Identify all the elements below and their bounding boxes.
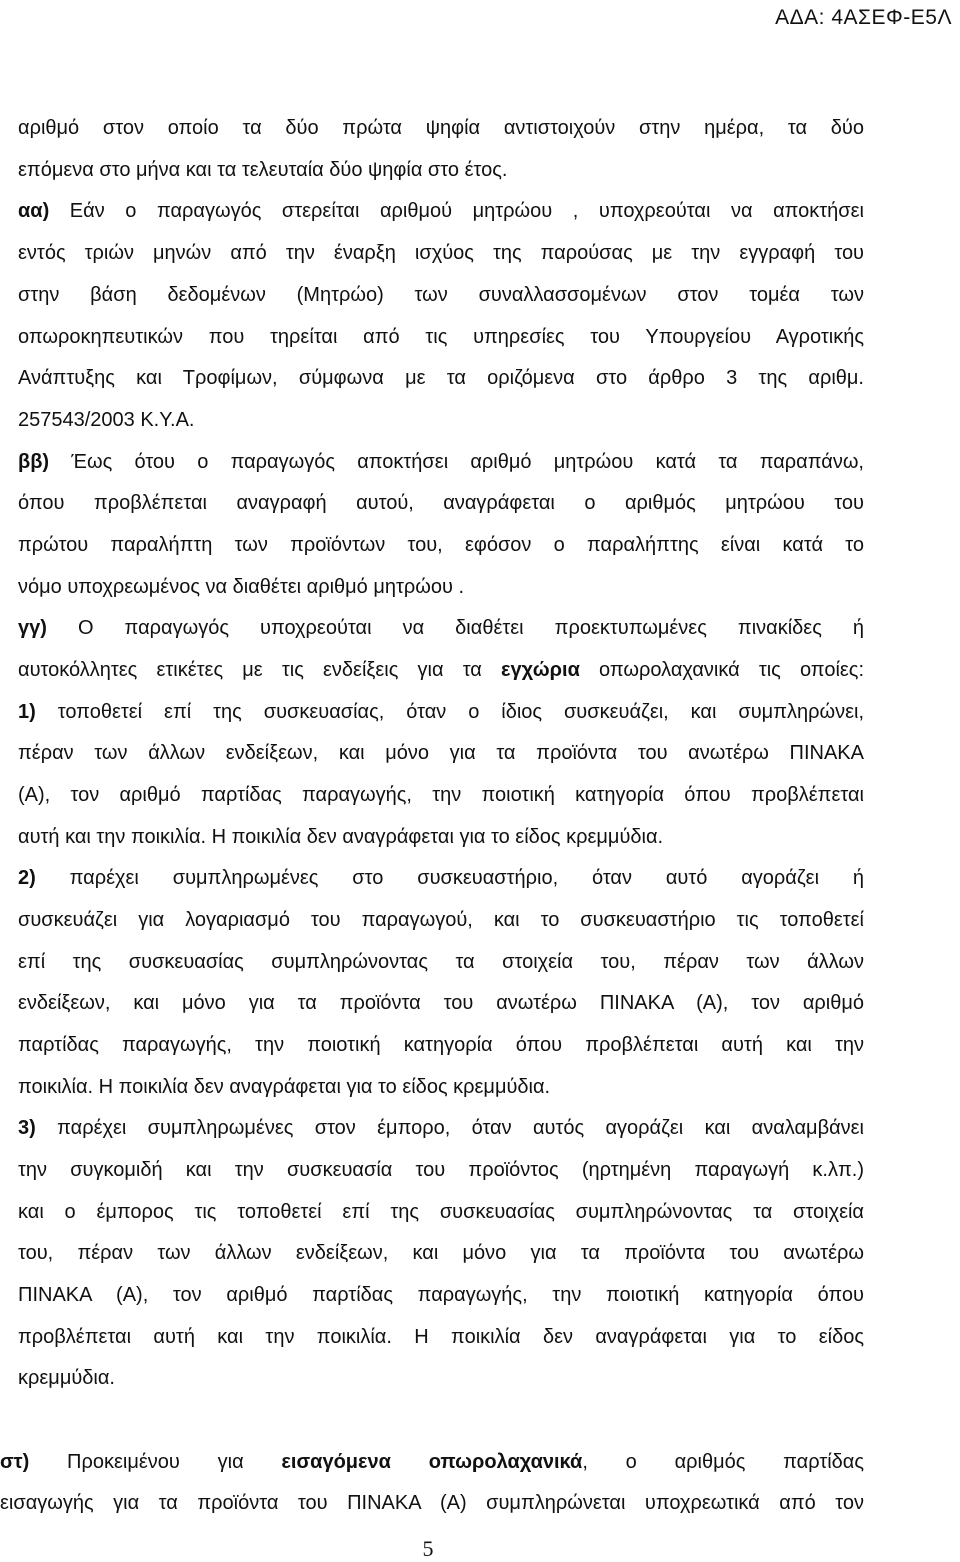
clause-label: αα) [18, 200, 50, 222]
emphasis-text: εγχώρια [501, 659, 580, 681]
text-line: εισαγωγής για τα προϊόντα του ΠΙΝΑΚΑ (Α) συμπληρώνεται υποχρεωτικά από τον [0, 1492, 864, 1514]
text-line: παρτίδας παραγωγής, την ποιοτική κατηγορία όπου προβλέπεται αυτή και την [18, 1034, 864, 1056]
text-line: εντός τριών μηνών από την έναρξη ισχύος της παρούσας με την εγγραφή του [18, 242, 864, 264]
text-line: ενδείξεων, και μόνο για τα προϊόντα του ανωτέρω ΠΙΝΑΚΑ (Α), τον αριθμό [18, 992, 864, 1014]
document-code: ΑΔΑ: 4ΑΣΕΦ-Ε5Λ [775, 6, 952, 29]
text-line: 257543/2003 Κ.Υ.Α. [18, 409, 195, 431]
clause-text: Εάν ο παραγωγός στερείται αριθμού μητρώου , υποχρεούται να αποκτήσει [49, 200, 864, 222]
item-2 [18, 866, 864, 890]
item-text: παρέχει συμπληρωμένες στο συσκευαστήριο, όταν αυτό αγοράζει ή [35, 867, 864, 889]
clause-aa [18, 199, 864, 223]
item-3 [18, 1116, 864, 1140]
clause-text: Ο παραγωγός υποχρεούται να διαθέτει προεκτυπωμένες πινακίδες ή [46, 617, 864, 639]
text-line: οπωροκηπευτικών που τηρείται από τις υπηρεσίες του Υπουργείου Αγροτικής [18, 326, 864, 348]
item-label: 3) [18, 1117, 36, 1139]
text-line: την συγκομιδή και την συσκευασία του προϊόντος (ηρτημένη παραγωγή κ.λπ.) [18, 1159, 864, 1181]
item-label: 2) [18, 867, 36, 889]
clause-label: στ) [0, 1451, 30, 1473]
text-line: συσκευάζει για λογαριασμό του παραγωγού, και το συσκευαστήριο τις τοποθετεί [18, 909, 864, 931]
text-line: επόμενα στο μήνα και τα τελευταία δύο ψηφία στο έτος. [18, 159, 508, 181]
clause-st: στ) Προκειμένου για εισαγόμενα οπωρολαχανικά, ο αριθμός παρτίδας [0, 1451, 864, 1473]
text-line: Ανάπτυξης και Τροφίμων, σύμφωνα με τα οριζόμενα στο άρθρο 3 της αριθμ. [18, 367, 864, 389]
clause-gg [18, 616, 864, 640]
item-text: παρέχει συμπληρωμένες στον έμπορο, όταν αυτός αγοράζει και αναλαμβάνει [35, 1117, 864, 1139]
item-text: τοποθετεί επί της συσκευασίας, όταν ο ίδιος συσκευάζει, και συμπληρώνει, [35, 701, 864, 723]
text-line: ποικιλία. Η ποικιλία δεν αναγράφεται για το είδος κρεμμύδια. [18, 1076, 551, 1098]
text-line: νόμο υποχρεωμένος να διαθέτει αριθμό μητρώου . [18, 576, 465, 598]
text-line: όπου προβλέπεται αναγραφή αυτού, αναγράφεται ο αριθμός μητρώου του [18, 492, 864, 514]
text-line: στην βάση δεδομένων (Μητρώο) των συναλλασσομένων στον τομέα των [18, 284, 864, 306]
text-line: πρώτου παραλήπτη των προϊόντων του, εφόσον ο παραλήπτης είναι κατά το [18, 534, 864, 556]
text-line: ΠΙΝΑΚΑ (Α), τον αριθμό παρτίδας παραγωγής, την ποιοτική κατηγορία όπου [18, 1284, 864, 1306]
text-line: αριθμό στον οποίο τα δύο πρώτα ψηφία αντιστοιχούν στην ημέρα, τα δύο [18, 117, 864, 139]
text-line: αυτή και την ποικιλία. Η ποικιλία δεν αναγράφεται για το είδος κρεμμύδια. [18, 826, 664, 848]
text-line: προβλέπεται αυτή και την ποικιλία. Η ποικιλία δεν αναγράφεται για το είδος [18, 1326, 864, 1348]
clause-label: ββ) [18, 451, 50, 473]
clause-text: Έως ότου ο παραγωγός αποκτήσει αριθμό μητρώου κατά τα παραπάνω, [49, 451, 864, 473]
text-line: πέραν των άλλων ενδείξεων, και μόνο για τα προϊόντα του ανωτέρω ΠΙΝΑΚΑ [18, 742, 864, 764]
emphasis-text: εισαγόμενα οπωρολαχανικά [281, 1451, 583, 1473]
text-line: επί της συσκευασίας συμπληρώνοντας τα στοιχεία του, πέραν των άλλων [18, 951, 864, 973]
clause-bb [18, 450, 864, 474]
text-line: κρεμμύδια. [18, 1367, 115, 1389]
text-line: (Α), τον αριθμό παρτίδας παραγωγής, την ποιοτική κατηγορία όπου προβλέπεται [18, 784, 864, 806]
clause-label: γγ) [18, 617, 47, 639]
text-line: αυτοκόλλητες ετικέτες με τις ενδείξεις για τα εγχώρια οπωρολαχανικά τις οποίες: [18, 659, 865, 681]
page-number: 5 [422, 1536, 434, 1561]
item-1 [18, 700, 864, 724]
item-label: 1) [18, 701, 36, 723]
text-line: του, πέραν των άλλων ενδείξεων, και μόνο για τα προϊόντα του ανωτέρω [18, 1242, 864, 1264]
text-line: και ο έμπορος τις τοποθετεί επί της συσκευασίας συμπληρώνοντας τα στοιχεία [18, 1201, 864, 1223]
